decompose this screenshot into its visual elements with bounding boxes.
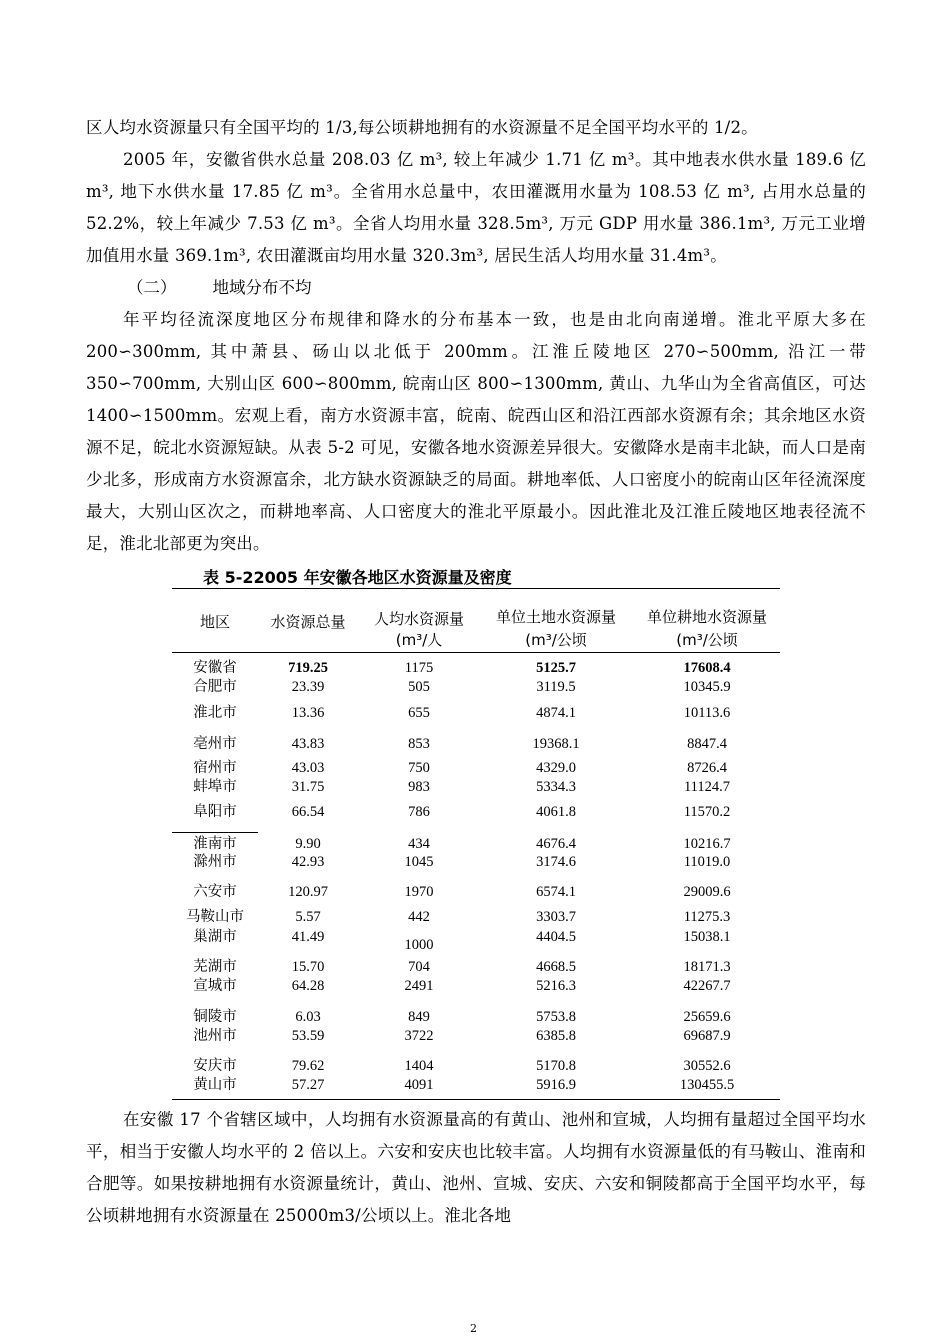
paragraph-intro-tail: 区人均水资源量只有全国平均的 1/3,每公顷耕地拥有的水资源量不足全国平均水平的 1/2。 [86,118,758,137]
cell-region: 巢湖市 [193,929,237,945]
cell-total: 66.54 [291,804,325,820]
cell-farm: 130455.5 [679,1077,735,1093]
cell-percapita: 853 [408,736,430,752]
cell-total: 719.25 [288,660,328,676]
cell-land: 5170.8 [536,1058,576,1074]
cell-percapita: 505 [408,679,430,695]
cell-land: 4404.5 [536,929,576,945]
page-number: 2 [470,1322,477,1335]
table-top-rule [172,588,780,589]
paragraph-water-supply: 2005 年，安徽省供水总量 208.03 亿 m³, 较上年减少 1.71 亿 m³。其中地表水供水量 189.6 亿 m³, 地下水供水量 17.85 亿 m³。全省用水总量中，农田灌溉用水量为 108.53 亿 m³, 占用水总量的 52.2%，较上年减少 7.53 亿 m³。全省人均用水量 328.5m³, 万元 GDP 用水量 386.1m³, 万元工业增加值用水量 369.1m³, 农田灌溉亩均用水量 320.3m³, 居民生活人均用水量 31.4m³。 [86,150,866,265]
cell-region: 安庆市 [193,1058,237,1074]
cell-farm: 11019.0 [683,854,731,870]
cell-land: 5216.3 [536,978,576,994]
cell-land: 4061.8 [536,804,576,820]
cell-region: 宣城市 [193,978,237,994]
cell-percapita: 849 [408,1009,430,1025]
cell-percapita: 1970 [404,884,434,900]
cell-region: 合肥市 [193,679,237,695]
cell-percapita: 983 [408,779,430,795]
cell-total: 53.59 [291,1028,325,1044]
header-region: 地区 [199,613,230,631]
cell-region: 六安市 [193,884,237,900]
header-farm-unit: (m³/公顷 [676,631,738,649]
cell-region: 滁州市 [193,854,237,870]
cell-percapita: 4091 [404,1077,434,1093]
cell-land: 4874.1 [536,705,576,721]
cell-total: 43.83 [291,736,325,752]
cell-percapita: 442 [408,909,430,925]
cell-farm: 8726.4 [687,760,727,776]
cell-total: 9.90 [295,836,321,852]
cell-region: 马鞍山市 [186,909,244,925]
cell-land: 6574.1 [536,884,576,900]
cell-total: 23.39 [291,679,325,695]
cell-region: 铜陵市 [193,1009,237,1025]
cell-total: 57.27 [291,1077,325,1093]
section-heading-text: 地域分布不均 [212,278,312,297]
header-percapita: 人均水资源量 [373,610,464,628]
table-title: 表 5-22005 年安徽各地区水资源量及密度 [203,568,512,587]
cell-farm: 8847.4 [687,736,727,752]
cell-total: 42.93 [291,854,325,870]
cell-farm: 10216.7 [683,836,731,852]
cell-farm: 30552.6 [683,1058,731,1074]
cell-land: 5125.7 [536,660,576,676]
cell-region: 安徽省 [193,660,237,676]
cell-land: 3303.7 [536,909,576,925]
paragraph-distribution: 年平均径流深度地区分布规律和降水的分布基本一致，也是由北向南递增。淮北平原大多在 200∽300mm, 其中萧县、砀山以北低于 200mm。江淮丘陵地区 270∽500mm, 沿江一带 350∽700mm, 大别山区 600∽800mm, 皖南山区 800∽1300mm, 黄山、九华山为全省高值区，可达 1400∽1500mm。宏观上看，南方水资源丰富，皖南、皖西山区和沿江西部水资源有余；其余地区水资源不足，皖北水资源短缺。从表 5-2 可见，安徽各地水资源差异很大。安徽降水是南丰北缺，而人口是南少北多，形成南方水资源富余，北方缺水资源缺乏的局面。耕地率低、人口密度小的皖南山区年径流深度最大，大别山区次之，而耕地率高、人口密度大的淮北平原最小。因此淮北及江淮丘陵地区地表径流不足，淮北北部更为突出。 [86,310,866,553]
cell-region: 黄山市 [193,1077,237,1093]
cell-total: 79.62 [291,1058,325,1074]
cell-farm: 25659.6 [683,1009,731,1025]
cell-region: 蚌埠市 [193,779,237,795]
cell-land: 4329.0 [536,760,576,776]
cell-total: 64.28 [291,978,325,994]
cell-land: 4668.5 [536,959,576,975]
cell-percapita: 434 [408,836,430,852]
cell-percapita: 655 [408,705,430,721]
cell-farm: 15038.1 [683,929,731,945]
cell-farm: 11570.2 [683,804,731,820]
cell-land: 6385.8 [536,1028,576,1044]
cell-total: 15.70 [291,959,325,975]
cell-land: 19368.1 [532,736,580,752]
section-heading-number: （二） [127,278,177,297]
header-land: 单位土地水资源量 [495,608,616,626]
cell-percapita: 1175 [404,660,434,676]
cell-percapita: 1404 [404,1058,434,1074]
header-percapita-unit: (m³/人 [395,631,443,649]
header-total: 水资源总量 [270,613,346,631]
cell-farm: 17608.4 [683,660,731,676]
cell-total: 5.57 [295,909,321,925]
cell-total: 6.03 [295,1009,321,1025]
table-partial-rule [172,832,258,833]
cell-region: 淮北市 [193,705,237,721]
cell-total: 41.49 [291,929,325,945]
cell-total: 13.36 [291,705,325,721]
cell-percapita: 2491 [404,978,434,994]
cell-percapita: 1000 [404,937,434,953]
header-land-unit: (m³/公顷 [525,631,587,649]
cell-region: 亳州市 [193,736,237,752]
cell-farm: 10345.9 [683,679,731,695]
cell-region: 芜湖市 [193,959,237,975]
cell-percapita: 750 [408,760,430,776]
cell-land: 4676.4 [536,836,576,852]
cell-land: 5334.3 [536,779,576,795]
cell-percapita: 3722 [404,1028,434,1044]
cell-farm: 69687.9 [683,1028,731,1044]
cell-farm: 42267.7 [683,978,731,994]
cell-total: 31.75 [291,779,325,795]
cell-percapita: 704 [408,959,430,975]
cell-region: 宿州市 [193,760,237,776]
cell-farm: 10113.6 [683,705,731,721]
cell-farm: 11275.3 [683,909,731,925]
cell-percapita: 786 [408,804,430,820]
cell-land: 5753.8 [536,1009,576,1025]
section-heading [127,272,312,304]
cell-farm: 29009.6 [683,884,731,900]
cell-farm: 18171.3 [683,959,731,975]
cell-land: 3174.6 [536,854,576,870]
cell-region: 阜阳市 [193,804,237,820]
cell-percapita: 1045 [404,854,434,870]
cell-land: 3119.5 [536,679,576,695]
cell-land: 5916.9 [536,1077,576,1093]
cell-total: 120.97 [288,884,328,900]
cell-region: 淮南市 [193,836,237,852]
table-bottom-rule [172,1099,780,1100]
cell-total: 43.03 [291,760,325,776]
table-header-rule [172,652,780,653]
cell-region: 池州市 [193,1028,237,1044]
paragraph-comparison: 在安徽 17 个省辖区域中，人均拥有水资源量高的有黄山、池州和宣城，人均拥有量超过全国平均水平，相当于安徽人均水平的 2 倍以上。六安和安庆也比较丰富。人均拥有水资源量低的有马鞍山、淮南和合肥等。如果按耕地拥有水资源量统计，黄山、池州、宣城、安庆、六安和铜陵都高于全国平均水平，每公顷耕地拥有水资源量在 25000m3/公顷以上。淮北各地 [86,1110,866,1225]
header-farm: 单位耕地水资源量 [646,608,767,626]
cell-farm: 11124.7 [683,779,731,795]
